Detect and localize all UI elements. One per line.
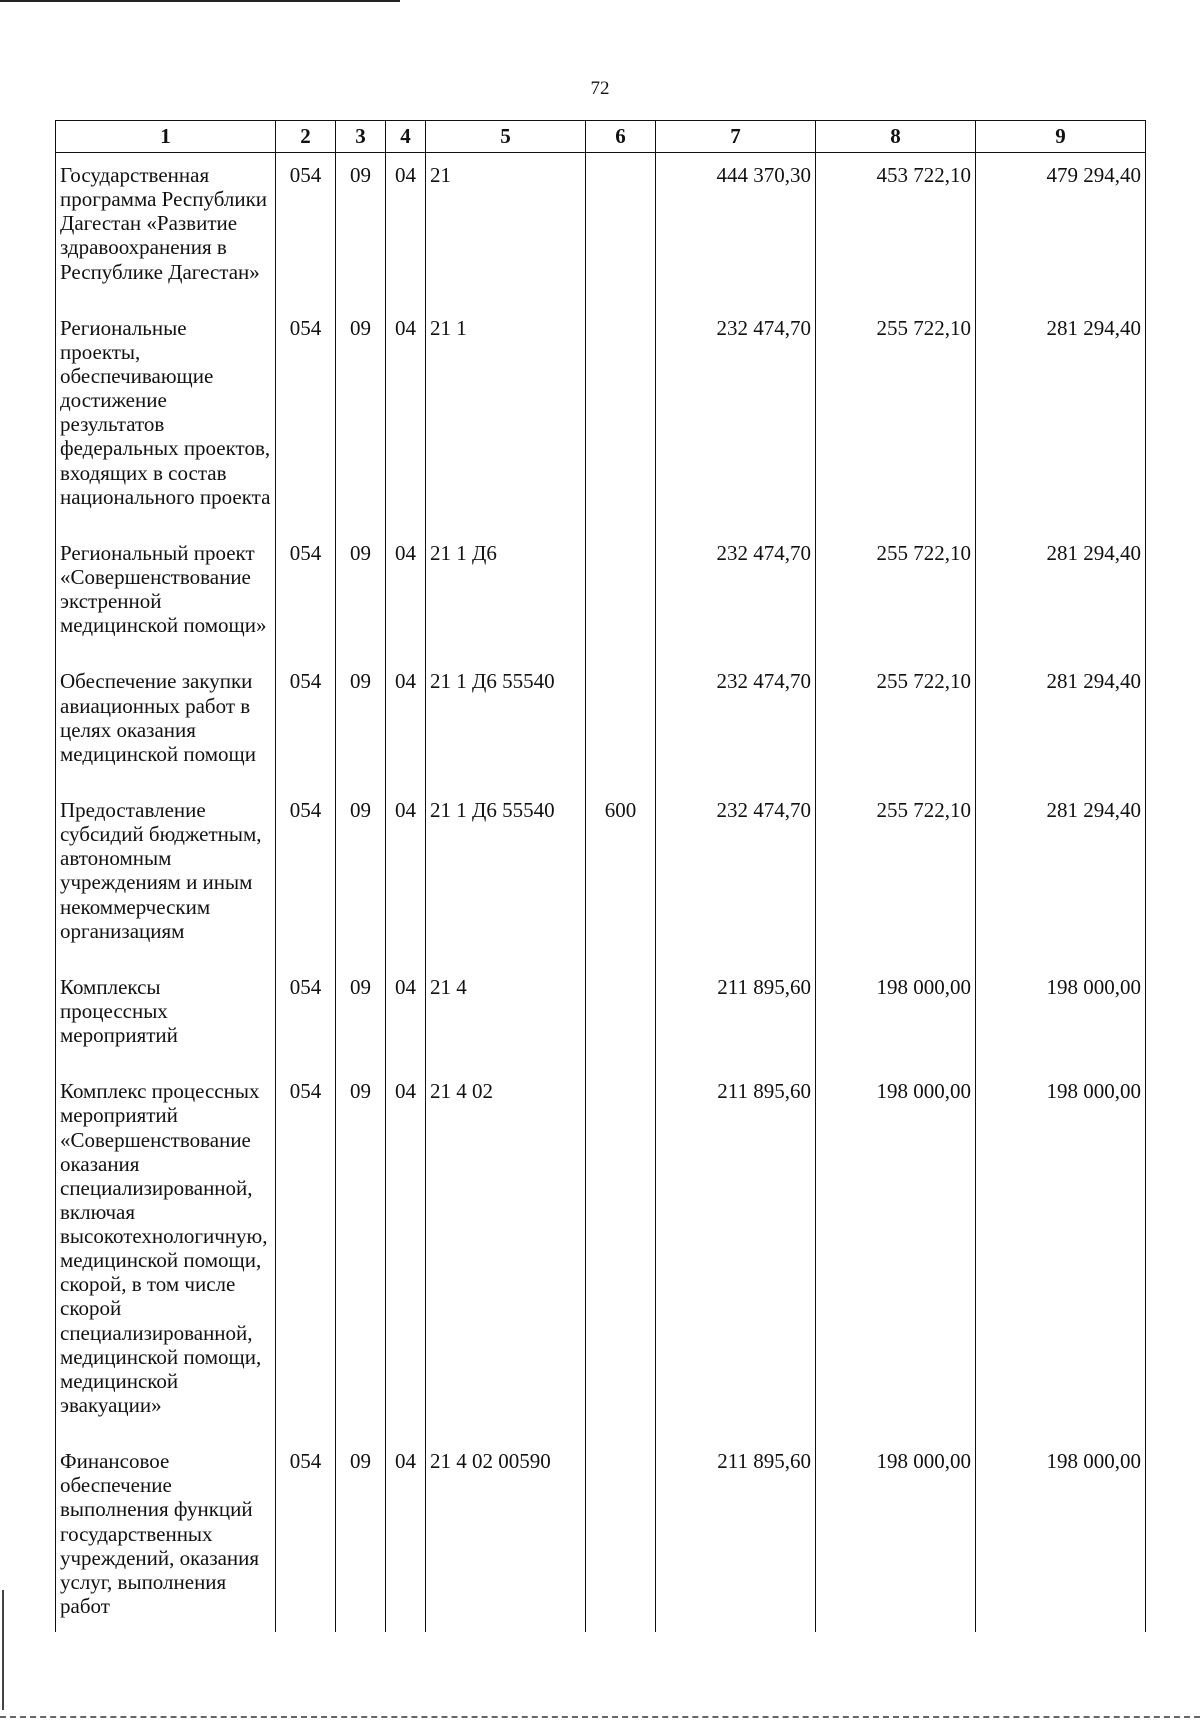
row-admin-code: 054: [276, 1069, 336, 1439]
row-amount-col-7: 232 474,70: [656, 659, 816, 788]
row-subsection-code: 04: [386, 306, 426, 531]
row-admin-code: 054: [276, 788, 336, 965]
row-subsection-code: 04: [386, 659, 426, 788]
row-amount-col-8: 198 000,00: [816, 1439, 976, 1632]
row-subsection-code: 04: [386, 153, 426, 306]
row-admin-code: 054: [276, 153, 336, 306]
header-col-9: 9: [976, 121, 1146, 153]
header-col-4: 4: [386, 121, 426, 153]
row-section-code: 09: [336, 1439, 386, 1632]
table-row: [56, 531, 1146, 660]
header-col-6: 6: [586, 121, 656, 153]
row-amount-col-7: 232 474,70: [656, 306, 816, 531]
table-row: [56, 306, 1146, 531]
row-amount-col-7: 232 474,70: [656, 788, 816, 965]
row-subsection-code: 04: [386, 1439, 426, 1632]
row-subsection-code: 04: [386, 1069, 426, 1439]
row-target-article: 21: [426, 153, 586, 306]
row-amount-col-9: 198 000,00: [976, 1439, 1146, 1632]
row-amount-col-8: 255 722,10: [816, 306, 976, 531]
header-col-5: 5: [426, 121, 586, 153]
row-subsection-code: 04: [386, 965, 426, 1069]
row-amount-col-7: 232 474,70: [656, 531, 816, 660]
row-name: Комплексы процессных мероприятий: [56, 965, 276, 1069]
row-target-article: 21 1 Д6 55540: [426, 659, 586, 788]
row-section-code: 09: [336, 788, 386, 965]
table-row: [56, 965, 1146, 1069]
header-col-8: 8: [816, 121, 976, 153]
row-expense-type: [586, 306, 656, 531]
row-amount-col-9: 281 294,40: [976, 788, 1146, 965]
row-amount-col-9: 479 294,40: [976, 153, 1146, 306]
top-edge-rule: [0, 0, 400, 2]
row-name: Региональный проект «Совершенствование экстренной медицинской помощи»: [56, 531, 276, 660]
row-name: Предоставление субсидий бюджетным, автономным учреждениям и иным некоммерческим организациям: [56, 788, 276, 965]
table-row: [56, 1069, 1146, 1439]
row-amount-col-9: 198 000,00: [976, 965, 1146, 1069]
row-amount-col-9: 281 294,40: [976, 306, 1146, 531]
header-col-7: 7: [656, 121, 816, 153]
row-admin-code: 054: [276, 306, 336, 531]
row-amount-col-7: 211 895,60: [656, 965, 816, 1069]
row-amount-col-7: 444 370,30: [656, 153, 816, 306]
row-section-code: 09: [336, 306, 386, 531]
row-amount-col-9: 198 000,00: [976, 1069, 1146, 1439]
row-expense-type: 600: [586, 788, 656, 965]
row-target-article: 21 4: [426, 965, 586, 1069]
header-col-1: 1: [56, 121, 276, 153]
row-name: Комплекс процессных мероприятий «Совершенствование оказания специализированной, включая высокотехнологичную, медицинской помощи, скорой, в том числе скорой специализированной, медицинской помощи, медицинской эвакуации»: [56, 1069, 276, 1439]
row-amount-col-7: 211 895,60: [656, 1069, 816, 1439]
table-row: [56, 788, 1146, 965]
row-amount-col-7: 211 895,60: [656, 1439, 816, 1632]
row-target-article: 21 4 02: [426, 1069, 586, 1439]
table-row: [56, 659, 1146, 788]
row-expense-type: [586, 153, 656, 306]
row-expense-type: [586, 965, 656, 1069]
row-section-code: 09: [336, 531, 386, 660]
row-admin-code: 054: [276, 965, 336, 1069]
table-row: [56, 1439, 1146, 1632]
table-row: [56, 153, 1146, 306]
row-section-code: 09: [336, 965, 386, 1069]
header-col-2: 2: [276, 121, 336, 153]
row-expense-type: [586, 1439, 656, 1632]
left-edge-rule: [2, 1590, 4, 1710]
row-amount-col-8: 453 722,10: [816, 153, 976, 306]
row-target-article: 21 1 Д6 55540: [426, 788, 586, 965]
row-expense-type: [586, 531, 656, 660]
budget-table: [55, 120, 1146, 1632]
row-name: Финансовое обеспечение выполнения функций государственных учреждений, оказания услуг, выполнения работ: [56, 1439, 276, 1632]
row-section-code: 09: [336, 153, 386, 306]
header-col-3: 3: [336, 121, 386, 153]
row-subsection-code: 04: [386, 531, 426, 660]
row-amount-col-8: 255 722,10: [816, 531, 976, 660]
row-target-article: 21 1 Д6: [426, 531, 586, 660]
row-name: Региональные проекты, обеспечивающие достижение результатов федеральных проектов, входящих в состав национального проекта: [56, 306, 276, 531]
bottom-edge-rule: [0, 1716, 1200, 1719]
row-admin-code: 054: [276, 659, 336, 788]
row-amount-col-8: 198 000,00: [816, 965, 976, 1069]
row-target-article: 21 4 02 00590: [426, 1439, 586, 1632]
row-section-code: 09: [336, 659, 386, 788]
row-amount-col-8: 198 000,00: [816, 1069, 976, 1439]
row-name: Обеспечение закупки авиационных работ в целях оказания медицинской помощи: [56, 659, 276, 788]
row-amount-col-8: 255 722,10: [816, 788, 976, 965]
row-expense-type: [586, 1069, 656, 1439]
row-amount-col-8: 255 722,10: [816, 659, 976, 788]
row-admin-code: 054: [276, 1439, 336, 1632]
row-expense-type: [586, 659, 656, 788]
row-admin-code: 054: [276, 531, 336, 660]
row-target-article: 21 1: [426, 306, 586, 531]
row-name: Государственная программа Республики Дагестан «Развитие здравоохранения в Республике Дагестан»: [56, 153, 276, 306]
table-header-row: [56, 121, 1146, 153]
row-subsection-code: 04: [386, 788, 426, 965]
row-amount-col-9: 281 294,40: [976, 659, 1146, 788]
row-section-code: 09: [336, 1069, 386, 1439]
page-number: 72: [590, 78, 610, 99]
row-amount-col-9: 281 294,40: [976, 531, 1146, 660]
